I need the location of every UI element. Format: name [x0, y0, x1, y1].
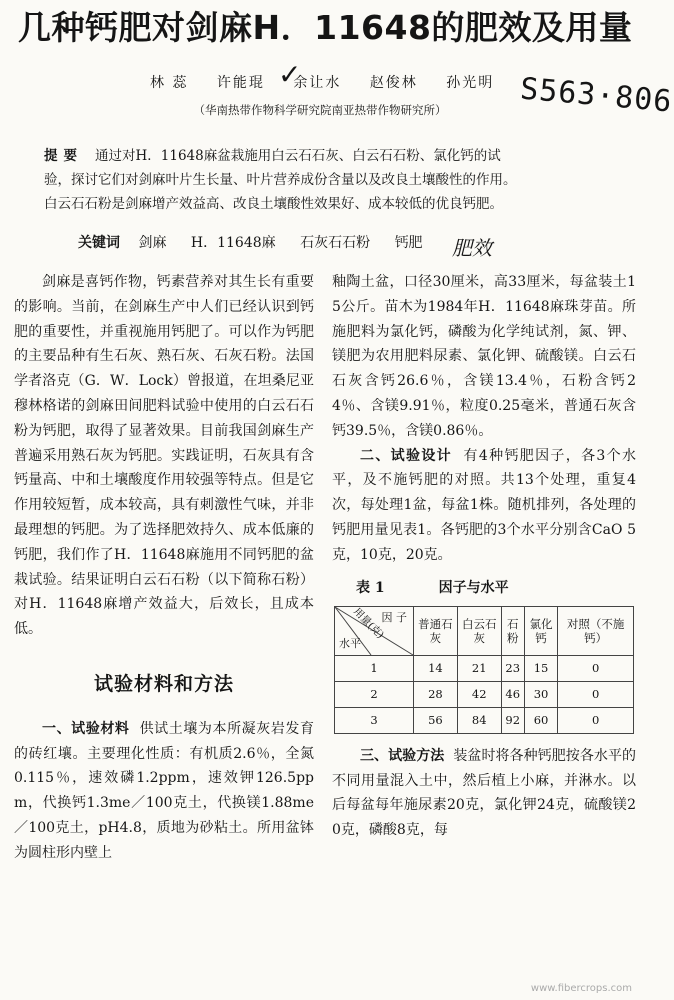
table-cell: 23	[501, 656, 524, 682]
keyword: 钙肥	[394, 235, 423, 251]
table-cell: 92	[501, 707, 524, 733]
table-cell: 0	[558, 707, 634, 733]
keywords-label: 关键词	[78, 235, 120, 251]
materials-continued: 釉陶土盆，口径30厘米，高33厘米，每盆装土15公斤。苗木为1984年H．11648麻珠芽苗。所施肥料为氯化钙，磷酸为化学纯试剂，氮、钾、镁肥为农用肥料尿素、氯化钾、硫酸镁。白云石石灰含钙26.6％，含镁13.4％，石粉含钙24％、含镁9.91％，粒度0.25毫米，普通石灰含钙39.5％，含镁0.86％。	[332, 274, 636, 439]
table-column-header: 氯化钙	[524, 607, 557, 656]
design-paragraph	[332, 444, 636, 568]
table-title: 因子与水平	[438, 579, 509, 596]
handwritten-check-mark: ✓	[278, 58, 302, 91]
table-row	[335, 682, 634, 708]
table-column-header: 石粉	[501, 607, 524, 656]
factor-level-table	[334, 606, 634, 733]
materials-subheading: 一、试验材料	[42, 720, 130, 737]
abstract-line	[44, 144, 610, 168]
design-subheading: 二、试验设计	[360, 447, 452, 464]
table-cell-level: 2	[335, 682, 414, 708]
corner-level-label: 水平	[339, 637, 361, 651]
author-name: 赵俊林	[369, 75, 418, 91]
table-cell-level: 3	[335, 707, 414, 733]
keyword: H．11648麻	[190, 235, 276, 251]
abstract-line: 白云石石粉是剑麻增产效益高、改良土壤酸性效果好、成本较低的优良钙肥。	[44, 196, 503, 212]
abstract-text: 通过对H．11648麻盆栽施用白云石石灰、白云石石粉、氯化钙的试	[95, 148, 501, 164]
author-name: 林 蕊	[150, 75, 189, 91]
method-subheading: 三、试验方法	[360, 747, 445, 764]
keywords-line	[78, 232, 598, 252]
materials-text: 供试土壤为本所凝灰岩发育的砖红壤。主要理化性质：有机质2.6％，全氮0.115％，速效磷1.2ppm，速效钾126.5ppm，代换钙1.3me／100克土，代换镁1.88me／100克土，pH4.8，质地为砂粘土。所用盆钵为圆柱形内壁上	[14, 720, 315, 861]
table-column-header: 白云石灰	[457, 607, 501, 656]
table-row	[335, 707, 634, 733]
table-cell: 15	[524, 656, 557, 682]
table-number: 表 1	[356, 579, 385, 596]
table-cell: 56	[414, 707, 458, 733]
abstract-line: 验，探讨它们对剑麻叶片生长量、叶片营养成份含量以及改良土壤酸性的作用。	[44, 172, 517, 188]
author-name: 余让水	[293, 75, 342, 91]
handwritten-classification-code: S563·806	[518, 71, 674, 120]
handwritten-keyword: 肥效	[452, 236, 492, 260]
paper-title: 几种钙肥对剑麻H．11648的肥效及用量	[18, 8, 633, 47]
table-cell: 14	[414, 656, 458, 682]
intro-paragraph: 剑麻是喜钙作物，钙素营养对其生长有重要的影响。当前，在剑麻生产中人们已经认识到钙肥的重要性，并重视施用钙肥了。可以作为钙肥的主要品种有生石灰、熟石灰、石灰石粉。法国学者洛克（G．W．Lock）曾报道，在坦桑尼亚穆林格诺的剑麻田间肥料试验中使用的白云石石粉为钙肥，取得了显著效果。目前我国剑麻生产普遍采用熟石灰为钙肥。实践证明，石灰具有含钙量高、中和土壤酸度作用较强等特点。但是它作用较短暂，成本较高，具有刺激性气味，并非最理想的钙肥。为了选择肥效持久、成本低廉的钙肥，我们作了H．11648麻施用不同钙肥的盆栽试验。结果证明白云石石粉（以下简称石粉）对H．11648麻增产效益大，后效长，且成本低。	[14, 274, 314, 638]
design-text: 有4种钙肥因子，各3个水平，及不施钙肥的对照。共13个处理，重复4次，每处理1盆，每盆1株。随机排列，各处理的钙肥用量见表1。各钙肥的3个水平分别含CaO 5克，10克，20克。	[332, 447, 636, 563]
corner-factor-label: 因 子	[381, 611, 407, 625]
table-cell: 28	[414, 682, 458, 708]
table-caption	[356, 576, 636, 601]
author-list	[150, 72, 495, 92]
table-column-header: 普通石灰	[414, 607, 458, 656]
keyword: 剑麻	[138, 235, 167, 251]
keyword: 石灰石石粉	[300, 235, 371, 251]
abstract-label: 提要	[44, 148, 83, 164]
table-cell: 60	[524, 707, 557, 733]
table-cell: 0	[558, 682, 634, 708]
corner-amount-label: 用量(克)	[351, 606, 386, 642]
author-name: 孙光明	[446, 75, 495, 91]
abstract-block	[44, 144, 610, 216]
table-cell: 84	[457, 707, 501, 733]
method-paragraph	[332, 744, 636, 843]
right-column	[332, 270, 636, 843]
table-cell: 21	[457, 656, 501, 682]
left-column	[14, 270, 314, 866]
table-cell: 30	[524, 682, 557, 708]
method-text: 装盆时将各种钙肥按各水平的不同用量混入土中，然后植上小麻，并淋水。以后每盆每年施尿素20克，氯化钾24克，硫酸镁20克，磷酸8克，每	[332, 747, 636, 839]
author-name: 许能琨	[216, 75, 265, 91]
table-cell: 0	[558, 656, 634, 682]
table-column-header: 对照（不施钙）	[558, 607, 634, 656]
table-cell: 46	[501, 682, 524, 708]
site-watermark: www.fibercrops.com	[530, 983, 632, 994]
table-cell-level: 1	[335, 656, 414, 682]
author-affiliation: （华南热带作物科学研究院南亚热带作物研究所）	[193, 103, 447, 117]
materials-paragraph	[14, 717, 314, 866]
table-header-row	[335, 607, 634, 656]
table-row	[335, 656, 634, 682]
table-cell: 42	[457, 682, 501, 708]
section-heading: 试验材料和方法	[93, 672, 234, 695]
table-corner-cell	[335, 607, 414, 656]
